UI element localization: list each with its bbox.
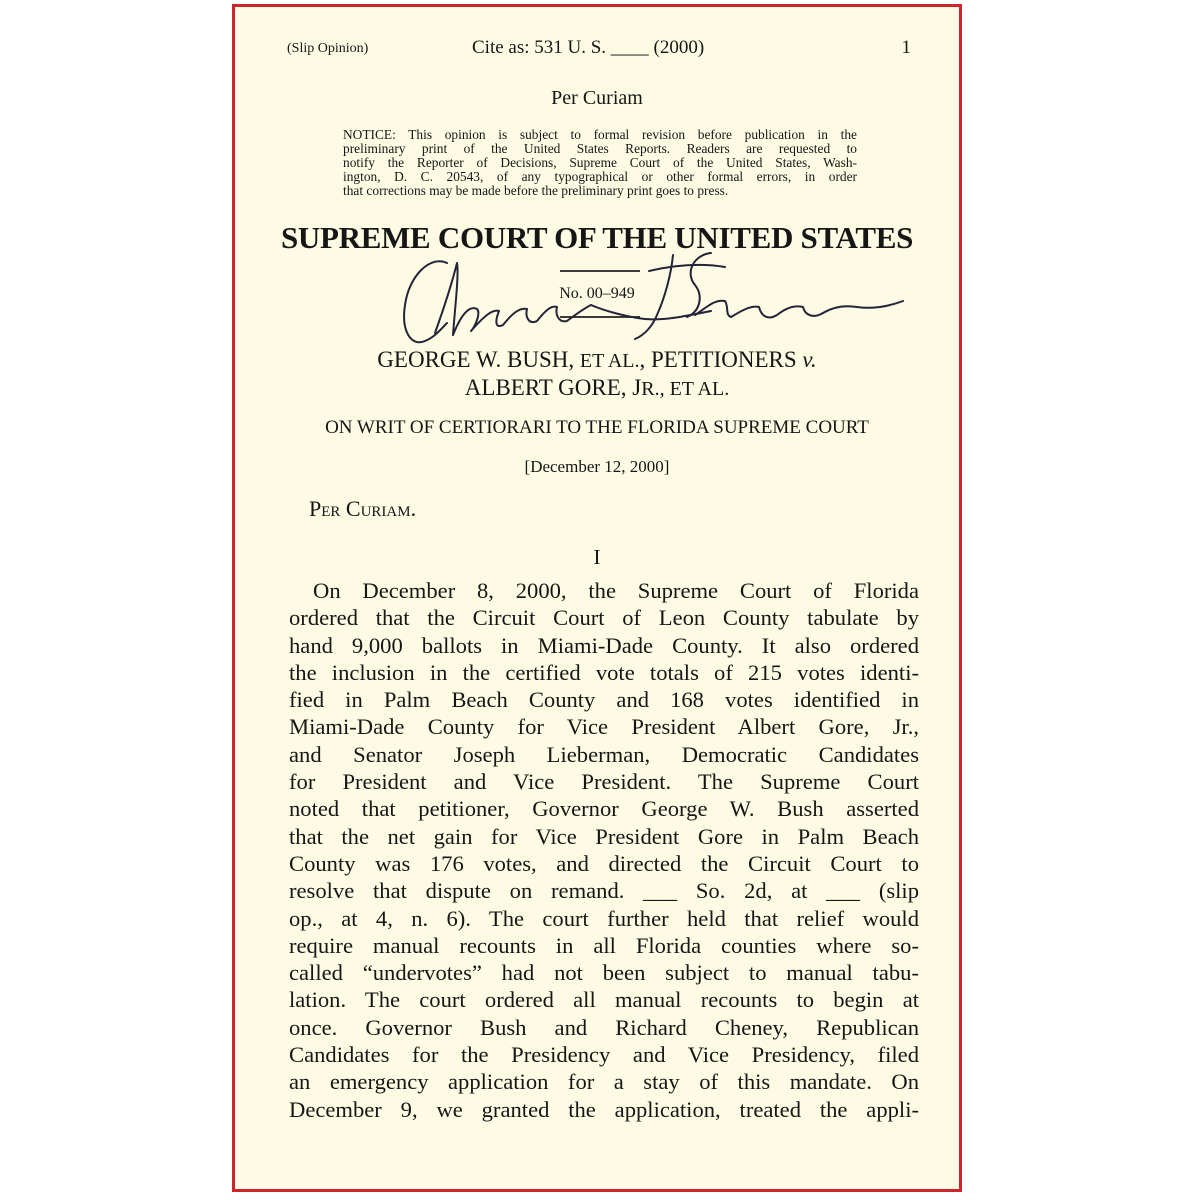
body-line: require manual recounts in all Florida counties where so- bbox=[289, 932, 919, 958]
page-number: 1 bbox=[901, 37, 911, 58]
body-line: hand 9,000 ballots in Miami-Dade County. It also ordered bbox=[289, 632, 919, 658]
body-line: County was 176 votes, and directed the Circuit Court to bbox=[289, 850, 919, 876]
body-line: once. Governor Bush and Richard Cheney, Republican bbox=[289, 1014, 919, 1040]
body-line: Miami-Dade County for Vice President Albert Gore, Jr., bbox=[289, 714, 919, 740]
per-curiam-heading: Per Curiam bbox=[551, 87, 643, 109]
caption-versus: v. bbox=[802, 347, 817, 372]
body-line: Candidates for the Presidency and Vice Presidency, filed bbox=[289, 1042, 919, 1068]
caption-et-al: , bbox=[659, 378, 670, 400]
notice-line: NOTICE: This opinion is subject to formal revision before publication in the bbox=[343, 127, 857, 142]
opinion-label: Per Curiam. bbox=[309, 496, 417, 521]
writ-line: ON WRIT OF CERTIORARI TO THE FLORIDA SUPREME COURT bbox=[325, 417, 869, 438]
notice-line: notify the Reporter of Decisions, Supreme Court of the United States, Wash- bbox=[343, 155, 857, 170]
body-line: ordered that the Circuit Court of Leon County tabulate by bbox=[289, 605, 919, 631]
body-line: called “undervotes” had not been subject to manual tabu- bbox=[289, 960, 919, 986]
slip-opinion-label: (Slip Opinion) bbox=[287, 41, 369, 56]
case-caption-line-2 bbox=[235, 375, 959, 401]
body-line: noted that petitioner, Governor George W. Bush asserted bbox=[289, 796, 919, 822]
body-line: that the net gain for Vice President Gore in Palm Beach bbox=[289, 823, 919, 849]
docket-number: No. 00–949 bbox=[559, 285, 635, 302]
caption-et-al-2: ET AL. bbox=[669, 378, 730, 400]
notice-line: preliminary print of the United States Reports. Readers are requested to bbox=[343, 141, 857, 156]
body-line: op., at 4, n. 6). The court further held that relief would bbox=[289, 905, 919, 931]
body-line: resolve that dispute on remand. ___ So. 2d, at ___ (slip bbox=[289, 878, 919, 904]
document-page bbox=[232, 4, 962, 1192]
body-line: the inclusion in the certified vote totals of 215 votes identi- bbox=[289, 659, 919, 685]
notice-block bbox=[343, 128, 857, 198]
opinion-body bbox=[289, 577, 919, 1123]
body-line: On December 8, 2000, the Supreme Court of Florida bbox=[313, 578, 919, 603]
body-line: and Senator Joseph Lieberman, Democratic Candidates bbox=[289, 741, 919, 767]
notice-line: that corrections may be made before the preliminary print goes to press. bbox=[343, 183, 729, 198]
court-name: SUPREME COURT OF THE UNITED STATES bbox=[280, 220, 914, 255]
case-caption-line-1 bbox=[235, 347, 959, 373]
caption-respondent: ALBERT GORE, J bbox=[464, 375, 642, 400]
divider-rule bbox=[560, 316, 640, 318]
body-line: lation. The court ordered all manual recounts to begin at bbox=[289, 987, 919, 1013]
caption-et-al: ET AL. bbox=[579, 350, 640, 372]
body-line: an emergency application for a stay of this mandate. On bbox=[289, 1069, 919, 1095]
notice-line: ington, D. C. 20543, of any typographical or other formal errors, in order bbox=[343, 169, 857, 184]
caption-petitioner: GEORGE W. BUSH, bbox=[377, 347, 575, 372]
citation: Cite as: 531 U. S. ____ (2000) bbox=[472, 37, 705, 58]
caption-petitioners: , PETITIONERS bbox=[639, 347, 797, 372]
body-line: fied in Palm Beach County and 168 votes identified in bbox=[289, 687, 919, 713]
body-line: December 9, we granted the application, treated the appli- bbox=[289, 1096, 919, 1122]
body-line: for President and Vice President. The Supreme Court bbox=[289, 769, 919, 795]
section-number: I bbox=[593, 545, 601, 569]
decision-date: [December 12, 2000] bbox=[524, 457, 670, 476]
divider-rule bbox=[560, 270, 640, 272]
caption-jr: R. bbox=[641, 378, 660, 400]
